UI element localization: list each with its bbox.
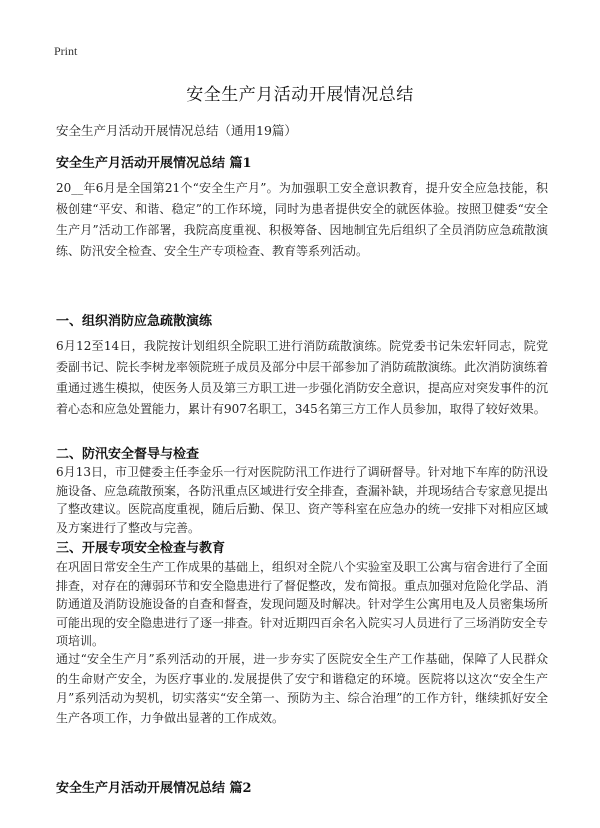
document-title: 安全生产月活动开展情况总结 <box>186 85 414 105</box>
part1-heading: 安全生产月活动开展情况总结 篇1 <box>56 156 252 171</box>
part2-heading: 安全生产月活动开展情况总结 篇2 <box>56 781 252 796</box>
print-link[interactable]: Print <box>54 44 78 58</box>
section2-heading: 二、防汛安全督导与检查 <box>56 447 200 462</box>
intro-paragraph: 20__年6月是全国第21个“安全生产月”。为加强职工安全意识教育，提升安全应急技能，积极创建“平安、和谐、稳定”的工作环境，同时为患者提供安全的就医体验。按照卫健委“安全生产月”活动工作部署，我院高度重视、积极筹备、因地制宜先后组织了全员消防应急疏散演练、防汛安全检查、安全生产专项检查、教育等系列活动。 <box>56 181 548 258</box>
section3-paragraph: 在巩固日常安全生产工作成果的基础上，组织对全院八个实验室及职工公寓与宿舍进行了全面排查，对存在的薄弱环节和安全隐患进行了督促整改，发布简报。重点加强对危险化学品、消防通道及消防设施设备的自查和督查，发现问题及时解决。针对学生公寓用电及人员密集场所可能出现的安全隐患进行了逐一排查。针对近期四百余名入院实习人员进行了三场消防安全专项培训。 <box>56 560 549 648</box>
document-subtitle: 安全生产月活动开展情况总结（通用19篇） <box>56 123 297 138</box>
section1-paragraph: 6月12至14日，我院按计划组织全院职工进行消防疏散演练。院党委书记朱宏轩同志，院党委副书记、院长李树龙率领院班子成员及部分中层干部参加了消防疏散演练。此次消防演练着重通过逃生模拟，使医务人员及第三方职工进一步强化消防安全意识，提高应对突发事件的沉着心态和应急处置能力，累计有907名职工，345名第三方工作人员参加，取得了较好效果。 <box>56 339 549 416</box>
section2-paragraph: 6月13日，市卫健委主任李金乐一行对医院防汛工作进行了调研督导。针对地下车库的防汛设施设备、应急疏散预案，各防汛重点区域进行安全排查，查漏补缺，并现场结合专家意见提出了整改建议。医院高度重视，随后后勤、保卫、资产等科室在应急办的统一安排下对相应区域及方案进行了整改与完善。 <box>56 465 549 535</box>
conclusion-paragraph: 通过“安全生产月”系列活动的开展，进一步夯实了医院安全生产工作基础，保障了人民群众的生命财产安全，为医疗事业的.发展提供了安宁和谐稳定的环境。医院将以这次“安全生产月”系列活动为契机，切实落实“安全第一、预防为主、综合治理”的工作方针，继续抓好安全生产各项工作，力争做出显著的工作成效。 <box>56 652 548 725</box>
section3-heading: 三、开展专项安全检查与教育 <box>56 541 226 556</box>
section1-heading: 一、组织消防应急疏散演练 <box>56 314 213 329</box>
